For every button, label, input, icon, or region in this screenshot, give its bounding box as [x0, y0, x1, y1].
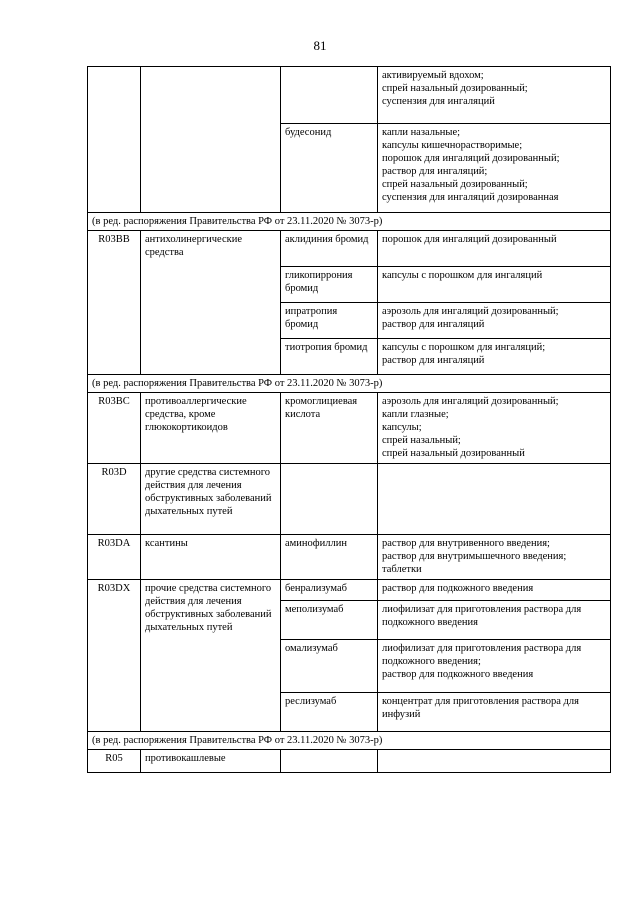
drug-name-cell [281, 750, 378, 773]
dosage-forms-cell [378, 601, 611, 640]
dosage-form: лиофилизат для приготовления раствора для подкожного введения; [382, 643, 582, 667]
drug-name-cell: будесонид [281, 124, 378, 213]
group-name: антихолинергические средства [141, 231, 281, 375]
amendment-note: (в ред. распоряжения Правительства РФ от 23.11.2020 № 3073-р) [88, 375, 611, 393]
drug-name: меполизумаб [281, 601, 378, 640]
drug-table [87, 66, 611, 773]
table-row [88, 535, 611, 580]
drug-name: бенрализумаб [281, 580, 378, 601]
drug-name-cell [281, 464, 378, 535]
dosage-form: спрей назальный дозированный; [382, 83, 528, 94]
drug-name: ипратропия бромид [281, 303, 378, 339]
dosage-forms-cell [378, 750, 611, 773]
group-name: ксантины [141, 535, 281, 580]
dosage-forms-cell [378, 67, 611, 124]
drug-name: кромоглициевая кислота [281, 393, 378, 464]
dosage-form: раствор для ингаляций [382, 319, 485, 330]
dosage-form: лиофилизат для приготовления раствора для подкожного введения [382, 604, 582, 628]
drug-name: реслизумаб [281, 693, 378, 732]
table-row [88, 750, 611, 773]
drug-name: аминофиллин [281, 535, 378, 580]
dosage-form: раствор для внутримышечного введения; [382, 551, 567, 562]
group-name: прочие средства системного действия для лечения обструктивных заболеваний дыхательных путей [141, 580, 281, 732]
table-row [88, 464, 611, 535]
atc-code: R03BC [88, 393, 141, 464]
amendment-note: (в ред. распоряжения Правительства РФ от 23.11.2020 № 3073-р) [88, 732, 611, 750]
dosage-forms-cell [378, 267, 611, 303]
dosage-form: капсулы с порошком для ингаляций; [382, 342, 546, 353]
dosage-forms-cell [378, 231, 611, 267]
dosage-forms-cell [378, 339, 611, 375]
dosage-form: спрей назальный дозированный [382, 448, 525, 459]
dosage-form: спрей назальный; [382, 435, 461, 446]
dosage-form: капсулы с порошком для ингаляций [382, 270, 543, 281]
atc-code: R05 [88, 750, 141, 773]
dosage-form: капли глазные; [382, 409, 449, 420]
group-name: противокашлевые [141, 750, 281, 773]
dosage-form: капсулы; [382, 422, 422, 433]
table-row [88, 67, 611, 124]
drug-name: омализумаб [281, 640, 378, 693]
dosage-form: спрей назальный дозированный; [382, 179, 528, 190]
dosage-form: раствор для внутривенного введения; [382, 538, 550, 549]
dosage-form: концентрат для приготовления раствора для инфузий [382, 696, 579, 720]
dosage-form: раствор для подкожного введения [382, 669, 534, 680]
page-number: 81 [313, 38, 327, 53]
drug-name: тиотропия бромид [281, 339, 378, 375]
table-row [88, 231, 611, 267]
amendment-note-row [88, 732, 611, 750]
amendment-note: (в ред. распоряжения Правительства РФ от 23.11.2020 № 3073-р) [88, 213, 611, 231]
drug-name: гликопиррония бромид [281, 267, 378, 303]
dosage-forms-cell [378, 580, 611, 601]
group-name-cell [141, 67, 281, 213]
atc-code: R03D [88, 464, 141, 535]
dosage-forms-cell [378, 535, 611, 580]
dosage-form: раствор для ингаляций; [382, 166, 488, 177]
dosage-form: таблетки [382, 564, 422, 575]
group-name: другие средства системного действия для лечения обструктивных заболеваний дыхательных путей [141, 464, 281, 535]
dosage-forms-cell [378, 464, 611, 535]
amendment-note-row [88, 375, 611, 393]
dosage-forms-cell [378, 393, 611, 464]
table-row [88, 393, 611, 464]
dosage-form: порошок для ингаляций дозированный [382, 234, 557, 245]
dosage-form: раствор для подкожного введения [382, 583, 534, 594]
dosage-forms-cell [378, 124, 611, 213]
dosage-form: аэрозоль для ингаляций дозированный; [382, 396, 559, 407]
dosage-forms-cell [378, 693, 611, 732]
group-name: противоаллергические средства, кроме глюкокортикоидов [141, 393, 281, 464]
dosage-forms-cell [378, 303, 611, 339]
dosage-form: активируемый вдохом; [382, 70, 484, 81]
atc-code: R03DA [88, 535, 141, 580]
dosage-form: раствор для ингаляций [382, 355, 485, 366]
dosage-forms-cell [378, 640, 611, 693]
atc-code: R03BB [88, 231, 141, 375]
amendment-note-row [88, 213, 611, 231]
dosage-form: суспензия для ингаляций [382, 96, 495, 107]
drug-name-cell [281, 67, 378, 124]
atc-code: R03DX [88, 580, 141, 732]
dosage-form: капли назальные; [382, 127, 461, 138]
atc-code-cell [88, 67, 141, 213]
table-row [88, 580, 611, 601]
dosage-form: порошок для ингаляций дозированный; [382, 153, 560, 164]
dosage-form: капсулы кишечнорастворимые; [382, 140, 523, 151]
dosage-form: суспензия для ингаляций дозированная [382, 192, 559, 203]
dosage-form: аэрозоль для ингаляций дозированный; [382, 306, 559, 317]
drug-name: аклидиния бромид [281, 231, 378, 267]
